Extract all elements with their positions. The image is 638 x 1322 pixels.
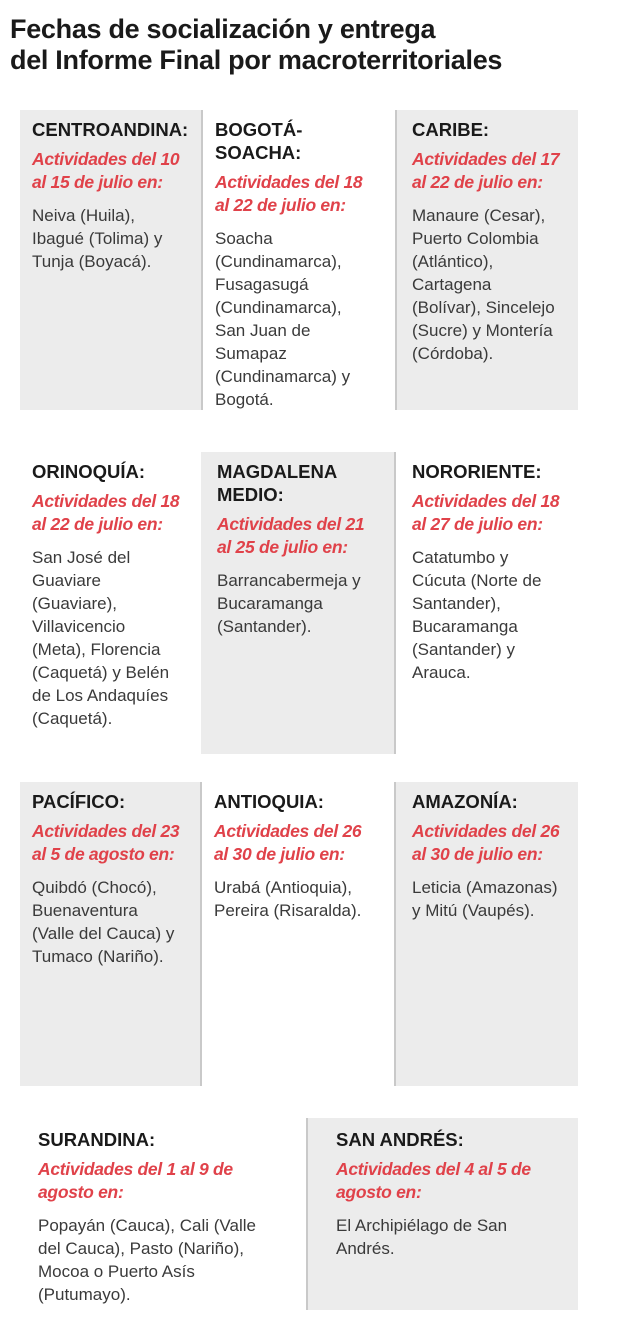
card-nororiente: [394, 452, 577, 754]
dates-label-line: agosto en:: [336, 1182, 422, 1202]
dates-label-line: Actividades del 26: [412, 821, 560, 841]
dates-label-line: al 27 de julio en:: [412, 514, 543, 534]
dates-label-line: Actividades del 18: [412, 491, 560, 511]
places-text-line: (Guaviare),: [32, 594, 118, 613]
region-name: [215, 118, 397, 164]
region-name-line: ORINOQUÍA:: [32, 461, 146, 482]
places-text-line: Neiva (Huila),: [32, 206, 135, 225]
dates-label-line: agosto en:: [38, 1182, 124, 1202]
places-text-line: Sumapaz: [215, 344, 287, 363]
places-text-line: Bucaramanga: [412, 617, 518, 636]
places-text-line: (Bolívar), Sincelejo: [412, 298, 555, 317]
places-text-line: (Atlántico),: [412, 252, 494, 271]
places-text-line: (Sucre) y Montería: [412, 321, 553, 340]
places-text-line: Catatumbo y: [412, 548, 509, 567]
places-text-line: (Santander).: [217, 617, 312, 636]
places-text: [32, 876, 202, 968]
region-name: [412, 460, 577, 483]
places-text-line: (Caquetá) y Belén: [32, 663, 170, 682]
dates-label: [217, 513, 393, 559]
places-text: [412, 546, 577, 684]
places-text-line: Leticia (Amazonas): [412, 878, 558, 897]
title-line: del Informe Final por macroterritoriales: [10, 45, 503, 75]
dates-label-line: Actividades del 23: [32, 821, 180, 841]
region-name-line: AMAZONÍA:: [412, 791, 518, 812]
places-text-line: Cúcuta (Norte de: [412, 571, 542, 590]
region-name-line: CENTROANDINA:: [32, 119, 189, 140]
region-name: [38, 1128, 300, 1151]
places-text-line: Tunja (Boyacá).: [32, 252, 152, 271]
dates-label-line: al 22 de julio en:: [215, 195, 346, 215]
title-line: Fechas de socialización y entrega: [10, 14, 436, 44]
dates-label-line: Actividades del 17: [412, 149, 560, 169]
places-text-line: del Cauca), Pasto (Nariño),: [38, 1239, 244, 1258]
region-name-line: SAN ANDRÉS:: [336, 1129, 464, 1150]
region-name: [32, 118, 202, 141]
places-text: [38, 1214, 300, 1306]
card-magdalena-medio: [205, 460, 393, 638]
region-name-line: MAGDALENA: [217, 461, 338, 482]
dates-label-line: Actividades del 26: [214, 821, 362, 841]
region-name: [217, 460, 393, 506]
dates-label-line: al 15 de julio en:: [32, 172, 163, 192]
dates-label: [214, 820, 396, 866]
dates-label-line: al 25 de julio en:: [217, 537, 348, 557]
places-text-line: Arauca.: [412, 663, 471, 682]
places-text-line: El Archipiélago de San: [336, 1216, 508, 1235]
places-text: [214, 876, 396, 922]
page-title: [10, 14, 610, 76]
places-text-line: (Cundinamarca) y: [215, 367, 351, 386]
card-surandina: [38, 1128, 300, 1306]
card-centroandina: [32, 118, 202, 273]
places-text: [412, 204, 578, 365]
places-text: [412, 876, 578, 922]
region-name-line: SURANDINA:: [38, 1129, 156, 1150]
places-text: [217, 569, 393, 638]
region-name-line: BOGOTÁ-: [215, 119, 303, 140]
places-text-line: Ibagué (Tolima) y: [32, 229, 163, 248]
places-text-line: Buenaventura: [32, 901, 138, 920]
card-bogota-soacha: [201, 110, 397, 410]
places-text-line: y Mitú (Vaupés).: [412, 901, 535, 920]
places-text-line: Villavicencio: [32, 617, 126, 636]
places-text-line: Quibdó (Chocó),: [32, 878, 157, 897]
places-text-line: Soacha: [215, 229, 273, 248]
places-text: [336, 1214, 578, 1260]
places-text-line: (Cundinamarca),: [215, 252, 342, 271]
dates-label: [412, 148, 578, 194]
region-name: [32, 460, 202, 483]
dates-label-line: Actividades del 18: [32, 491, 180, 511]
places-text-line: Mocoa o Puerto Asís: [38, 1262, 195, 1281]
places-text-line: de Los Andaquíes: [32, 686, 169, 705]
region-name: [412, 790, 578, 813]
places-text-line: (Cundinamarca),: [215, 298, 342, 317]
region-name-line: NORORIENTE:: [412, 461, 542, 482]
region-name-line: MEDIO:: [217, 484, 284, 505]
places-text-line: Puerto Colombia: [412, 229, 539, 248]
dates-label: [32, 148, 202, 194]
places-text-line: (Valle del Cauca) y: [32, 924, 175, 943]
dates-label-line: al 22 de julio en:: [32, 514, 163, 534]
card-antioquia: [200, 782, 396, 1086]
region-name-line: ANTIOQUIA:: [214, 791, 324, 812]
places-text-line: Pereira (Risaralda).: [214, 901, 362, 920]
places-text-line: (Santander) y: [412, 640, 515, 659]
dates-label: [32, 820, 202, 866]
region-name: [214, 790, 396, 813]
dates-label: [215, 171, 397, 217]
dates-label: [412, 820, 578, 866]
dates-label-line: al 30 de julio en:: [214, 844, 345, 864]
dates-label-line: Actividades del 4 al 5 de: [336, 1159, 531, 1179]
region-name: [412, 118, 578, 141]
places-text-line: Guaviare: [32, 571, 101, 590]
places-text-line: (Caquetá).: [32, 709, 113, 728]
dates-label: [32, 490, 202, 536]
places-text-line: (Meta), Florencia: [32, 640, 161, 659]
places-text-line: Barrancabermeja y: [217, 571, 361, 590]
places-text-line: San José del: [32, 548, 131, 567]
places-text: [32, 204, 202, 273]
region-name: [32, 790, 202, 813]
places-text-line: (Putumayo).: [38, 1285, 131, 1304]
region-name-line: SOACHA:: [215, 142, 302, 163]
dates-label: [412, 490, 577, 536]
region-name-line: CARIBE:: [412, 119, 490, 140]
dates-label: [336, 1158, 578, 1204]
dates-label-line: al 22 de julio en:: [412, 172, 543, 192]
dates-label-line: Actividades del 10: [32, 149, 180, 169]
places-text-line: Andrés.: [336, 1239, 395, 1258]
card-pacifico: [32, 790, 202, 968]
places-text-line: Urabá (Antioquia),: [214, 878, 352, 897]
dates-label-line: al 30 de julio en:: [412, 844, 543, 864]
places-text-line: (Córdoba).: [412, 344, 494, 363]
places-text-line: Bogotá.: [215, 390, 274, 409]
card-orinoquia: [32, 460, 202, 730]
card-san-andres: [306, 1118, 578, 1310]
places-text-line: Bucaramanga: [217, 594, 323, 613]
places-text-line: Fusagasugá: [215, 275, 309, 294]
places-text-line: San Juan de: [215, 321, 311, 340]
region-name-line: PACÍFICO:: [32, 791, 126, 812]
dates-label-line: Actividades del 1 al 9 de: [38, 1159, 233, 1179]
places-text: [32, 546, 202, 730]
region-name: [336, 1128, 578, 1151]
places-text-line: Santander),: [412, 594, 501, 613]
places-text: [215, 227, 397, 411]
places-text-line: Tumaco (Nariño).: [32, 947, 164, 966]
dates-label-line: Actividades del 18: [215, 172, 363, 192]
card-caribe: [395, 110, 578, 410]
places-text-line: Manaure (Cesar),: [412, 206, 546, 225]
dates-label: [38, 1158, 300, 1204]
dates-label-line: Actividades del 21: [217, 514, 365, 534]
places-text-line: Cartagena: [412, 275, 492, 294]
dates-label-line: al 5 de agosto en:: [32, 844, 175, 864]
places-text-line: Popayán (Cauca), Cali (Valle: [38, 1216, 256, 1235]
card-amazonia: [394, 782, 578, 1086]
